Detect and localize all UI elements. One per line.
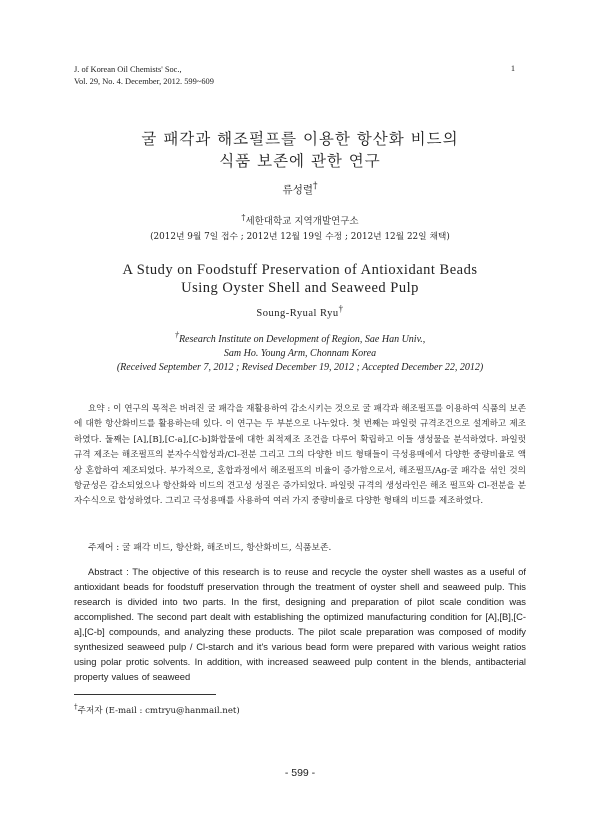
footnote bbox=[74, 704, 240, 716]
dagger-mark: † bbox=[174, 329, 179, 340]
page-number-bottom: - 599 - bbox=[284, 767, 316, 779]
author-english-name: Soung-Ryual Ryu bbox=[256, 308, 339, 319]
title-english-line2: Using Oyster Shell and Seaweed Pulp bbox=[181, 280, 419, 296]
affiliation-korean bbox=[0, 213, 600, 227]
received-dates-english: (Received September 7, 2012 ; Revised December 19, 2012 ; Accepted December 22, 2012) bbox=[116, 362, 484, 373]
journal-volume: Vol. 29, No. 4. December, 2012. 599~609 bbox=[74, 77, 214, 86]
title-english-line1: A Study on Foodstuff Preservation of Antioxidant Beads bbox=[122, 262, 478, 278]
dagger-mark: † bbox=[338, 303, 344, 314]
page-number-top: 1 bbox=[510, 64, 515, 73]
affiliation-english-line1: †Research Institute on Development of Region, Sae Han Univ., bbox=[174, 329, 426, 345]
journal-header bbox=[74, 64, 214, 88]
author-korean-name: 류성렬 bbox=[282, 184, 313, 196]
dagger-mark: † bbox=[74, 702, 78, 712]
keywords-korean: 주제어 : 굴 패각 비드, 항산화, 해조비드, 항산화비드, 식품보존. bbox=[88, 543, 332, 553]
author-english bbox=[0, 303, 600, 319]
affiliation-english-line2: Sam Ho. Young Arm, Chonnam Korea bbox=[223, 348, 377, 359]
affiliation-korean-text: 세한대학교 지역개발연구소 bbox=[245, 216, 359, 227]
title-korean-line1: 굴 패각과 해조펄프를 이용한 항산화 비드의 bbox=[141, 130, 459, 148]
title-korean-line2: 식품 보존에 관한 연구 bbox=[219, 152, 381, 170]
author-korean bbox=[0, 182, 600, 197]
footnote-divider bbox=[74, 694, 216, 695]
journal-name: J. of Korean Oil Chemists' Soc., bbox=[74, 65, 182, 74]
dates-korean: (2012년 9월 7일 접수 ; 2012년 12월 19일 수정 ; 2012년 12월 22일 채택) bbox=[150, 232, 450, 242]
abstract-english: Abstract : The objective of this research is to reuse and recycle the oyster shell wastes as a useful of antioxidant beads for foodstuff preservation through the treatment of oyster shell and seaweed pulp. This research is divided into two parts. In the first, designing and preparation of pilot scale condition was accomplished. The second part dealt with establishing the optimized manufacturing condition for [A],[B],[C-a],[C-b] compounds, and analyzing these products. The pilot scale preparation was composed of modify synthesized seaweed pulp / Cl-starch and it's various bead form were prepared with various weight ratios using polar protic solvents. In addition, with increased seaweed pulp content in the blends, antibacterial property values of seaweed bbox=[74, 566, 526, 682]
dagger-mark: † bbox=[241, 212, 246, 222]
affiliation-english bbox=[0, 329, 600, 375]
dagger-mark: † bbox=[312, 181, 318, 192]
abstract-korean: 요약 : 이 연구의 목적은 버려진 굴 패각을 재활용하여 감소시키는 것으로 굴 패각과 해조펄프를 이용하여 식품의 보존에 대한 항산화비드를 활용하는데 있다. 이 연구는 두 부분으로 나누었다. 첫 번째는 파일럿 규격조건으로 설계하고 제조하였다. 둘째는 [A],[B],[C-a],[C-b]화합물에 대한 최적제조 조건을 다루어 확립하고 이들 생성물을 분석하였다. 파일럿 규격 제조는 해조펄프의 분자수식합성과/Cl-전분 그리고 그의 다양한 비드 형태들이 극성용매에서 다양한 중량비율로 액상 혼합하여 제조되었다. 부가적으로, 혼합과정에서 해조펄프의 비율이 증가함으로서, 해조펄프/Ag-굴 패각을 섞인 것의 항균성은 감소되었으나 항산화와 비드의 견고성 성질은 증가되었다. 파일럿 규격의 생성라인은 해조 펄프와 Cl-전분을 분자수식으로 합성하였다. 그리고 극성용매를 사용하여 여러 가지 중량비율로 다양한 형태의 비드를 제조하였다. bbox=[74, 404, 526, 507]
title-korean bbox=[0, 128, 600, 172]
footnote-text: 주저자 (E-mail : cmtryu@hanmail.net) bbox=[77, 706, 240, 716]
title-english bbox=[0, 261, 600, 297]
